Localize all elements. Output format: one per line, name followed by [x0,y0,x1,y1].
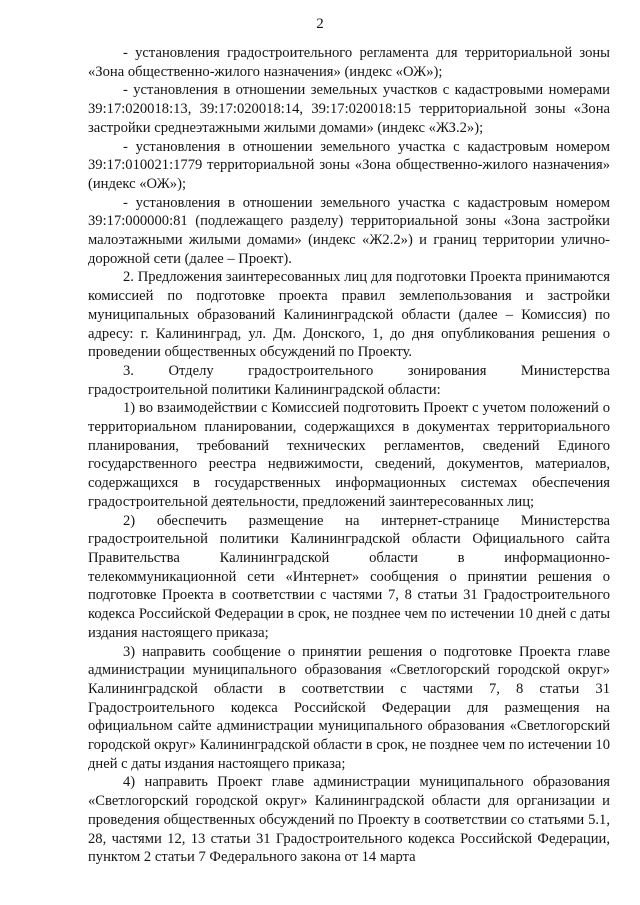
paragraph-subitem-3: 3) направить сообщение о принятии решения о подготовке Проекта главе администрации муниципального образования «Светлогорский городской округ» Калининградской области в соответствии с частями 7, 8 статьи 31 Градостроительного кодекса Российской Федерации для размещения на официальном сайте администрации муниципального образования «Светлогорский городской округ» Калининградской области в срок, не позднее чем по истечении 10 дней с даты издания настоящего приказа; [88,643,610,772]
paragraph-zone-oj-regulation: - установления градостроительного регламента для территориальной зоны «Зона общественно-жилого назначения» (индекс «ОЖ»); [88,45,610,80]
paragraph-zone-zh3-2: - установления в отношении земельных участков с кадастровыми номерами 39:17:020018:13, 39:17:020018:14, 39:17:020018:15 территориальной зоны «Зона застройки среднеэтажными жилыми домами» (индекс «ЖЗ.2»); [88,82,610,136]
paragraph-subitem-2: 2) обеспечить размещение на интернет-странице Министерства градостроительной политики Калининградской области Официального сайта Правительства Калининградской области в информационно-телекоммуникационной сети «Интернет» сообщения о принятии решения о подготовке Проекта в соответствии с частями 7, 8 статьи 31 Градостроительного кодекса Российской Федерации в срок, не позднее чем по истечении 10 дней с даты издания настоящего приказа; [88,512,610,641]
page-number: 2 [316,16,324,32]
paragraph-zone-oj-parcel: - установления в отношении земельного участка с кадастровым номером 39:17:010021:1779 территориальной зоны «Зона общественно-жилого назначения» (индекс «ОЖ»); [88,138,610,192]
document-body [88,44,610,867]
paragraph-subitem-4: 4) направить Проект главе администрации муниципального образования «Светлогорский городской округ» Калининградской области для организации и проведения общественных обсуждений по Проекту в соответствии со статьями 5.1, 28, частями 12, 13 статьи 31 Градостроительного кодекса Российской Федерации, пунктом 2 статьи 7 Федерального закона от 14 марта [88,774,610,866]
paragraph-zone-zh2-2: - установления в отношении земельного участка с кадастровым номером 39:17:000000:81 (подлежащего разделу) территориальной зоны «Зона застройки малоэтажными жилыми домами» (индекс «Ж2.2») и границ территории улично-дорожной сети (далее – Проект). [88,194,610,267]
paragraph-subitem-1: 1) во взаимодействии с Комиссией подготовить Проект с учетом положений о территориальном планировании, содержащихся в документах территориального планирования, требований технических регламентов, сведений Единого государственного реестра недвижимости, сведений, документов, материалов, содержащихся в государственных информационных системах обеспечения градостроительной деятельности, предложений заинтересованных лиц; [88,400,610,510]
paragraph-item-3-department: 3. Отделу градостроительного зонирования Министерства градостроительной политики Калининградской области: [88,362,610,398]
paragraph-item-2-proposals: 2. Предложения заинтересованных лиц для подготовки Проекта принимаются комиссией по подготовке проекта правил землепользования и застройки муниципальных образований Калининградской области (далее – Комиссия) по адресу: г. Калининград, ул. Дм. Донского, 1, до дня опубликования решения о проведении общественных обсуждений по Проекту. [88,269,610,361]
